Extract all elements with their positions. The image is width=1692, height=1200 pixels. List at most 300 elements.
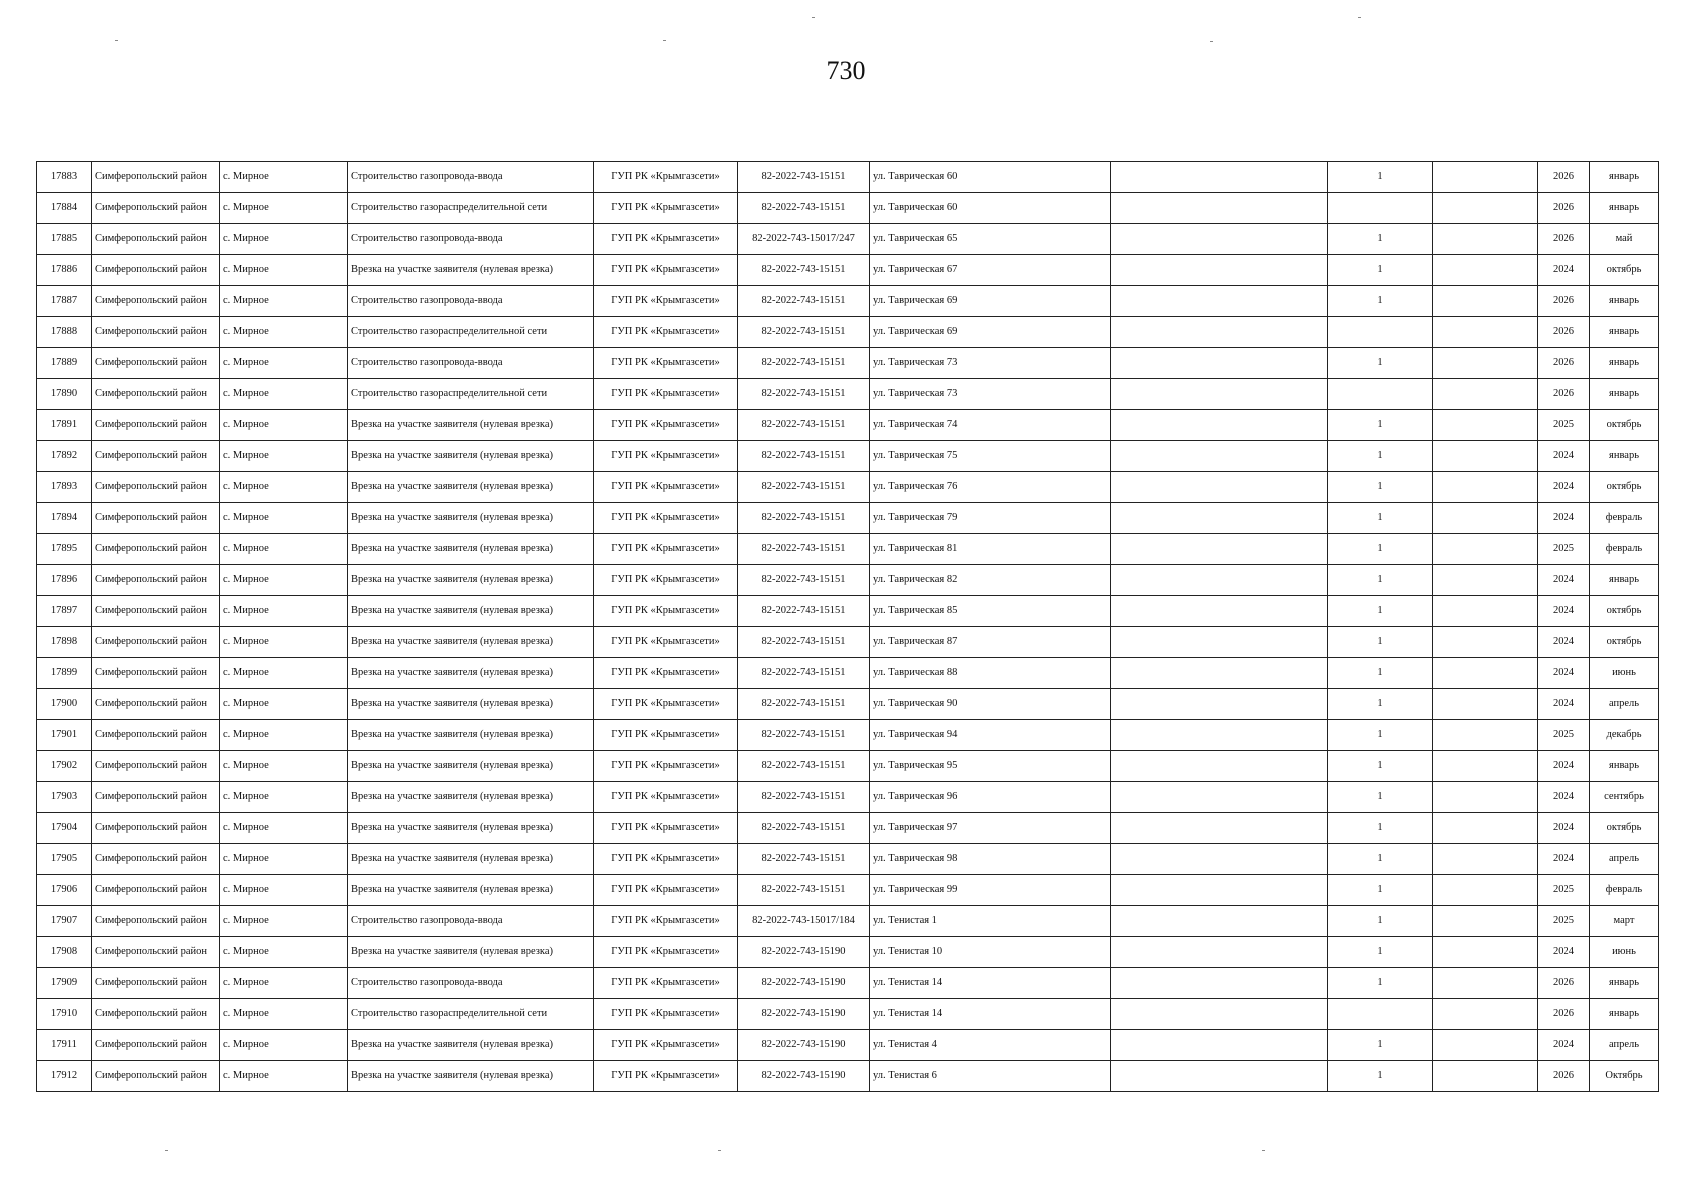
- blank-cell: [1111, 627, 1328, 658]
- blank-cell: [1433, 317, 1538, 348]
- settlement-cell: с. Мирное: [220, 937, 348, 968]
- district-cell: Симферопольский район: [92, 627, 220, 658]
- blank-cell: [1433, 658, 1538, 689]
- settlement-cell: с. Мирное: [220, 193, 348, 224]
- address-cell: ул. Таврическая 82: [870, 565, 1111, 596]
- blank-cell: [1111, 596, 1328, 627]
- contract-number-cell: 82-2022-743-15151: [738, 658, 870, 689]
- blank-cell: [1111, 968, 1328, 999]
- address-cell: ул. Таврическая 90: [870, 689, 1111, 720]
- quantity-cell: 1: [1328, 472, 1433, 503]
- year-cell: 2026: [1538, 162, 1590, 193]
- quantity-cell: 1: [1328, 503, 1433, 534]
- quantity-cell: 1: [1328, 968, 1433, 999]
- quantity-cell: [1328, 193, 1433, 224]
- record-number: 17908: [37, 937, 92, 968]
- settlement-cell: с. Мирное: [220, 906, 348, 937]
- blank-cell: [1433, 1030, 1538, 1061]
- month-cell: март: [1590, 906, 1659, 937]
- address-cell: ул. Таврическая 95: [870, 751, 1111, 782]
- year-cell: 2026: [1538, 999, 1590, 1030]
- month-cell: апрель: [1590, 844, 1659, 875]
- district-cell: Симферопольский район: [92, 720, 220, 751]
- work-type-cell: Строительство газопровода-ввода: [348, 162, 594, 193]
- address-cell: ул. Таврическая 69: [870, 317, 1111, 348]
- settlement-cell: с. Мирное: [220, 441, 348, 472]
- quantity-cell: 1: [1328, 534, 1433, 565]
- blank-cell: [1433, 875, 1538, 906]
- district-cell: Симферопольский район: [92, 534, 220, 565]
- month-cell: февраль: [1590, 534, 1659, 565]
- organization-cell: ГУП РК «Крымгазсети»: [594, 162, 738, 193]
- address-cell: ул. Таврическая 74: [870, 410, 1111, 441]
- settlement-cell: с. Мирное: [220, 348, 348, 379]
- month-cell: январь: [1590, 162, 1659, 193]
- blank-cell: [1111, 410, 1328, 441]
- month-cell: октябрь: [1590, 627, 1659, 658]
- settlement-cell: с. Мирное: [220, 968, 348, 999]
- record-number: 17898: [37, 627, 92, 658]
- month-cell: январь: [1590, 317, 1659, 348]
- settlement-cell: с. Мирное: [220, 534, 348, 565]
- settlement-cell: с. Мирное: [220, 379, 348, 410]
- address-cell: ул. Таврическая 75: [870, 441, 1111, 472]
- settlement-cell: с. Мирное: [220, 503, 348, 534]
- work-type-cell: Врезка на участке заявителя (нулевая врезка): [348, 410, 594, 441]
- address-cell: ул. Тенистая 1: [870, 906, 1111, 937]
- record-number: 17887: [37, 286, 92, 317]
- year-cell: 2026: [1538, 379, 1590, 410]
- settlement-cell: с. Мирное: [220, 317, 348, 348]
- work-type-cell: Врезка на участке заявителя (нулевая врезка): [348, 844, 594, 875]
- year-cell: 2024: [1538, 937, 1590, 968]
- settlement-cell: с. Мирное: [220, 596, 348, 627]
- organization-cell: ГУП РК «Крымгазсети»: [594, 379, 738, 410]
- blank-cell: [1433, 937, 1538, 968]
- contract-number-cell: 82-2022-743-15190: [738, 937, 870, 968]
- year-cell: 2025: [1538, 875, 1590, 906]
- year-cell: 2024: [1538, 751, 1590, 782]
- work-type-cell: Строительство газопровода-ввода: [348, 348, 594, 379]
- month-cell: февраль: [1590, 503, 1659, 534]
- month-cell: январь: [1590, 193, 1659, 224]
- record-number: 17912: [37, 1061, 92, 1092]
- month-cell: январь: [1590, 565, 1659, 596]
- month-cell: октябрь: [1590, 472, 1659, 503]
- record-number: 17890: [37, 379, 92, 410]
- settlement-cell: с. Мирное: [220, 875, 348, 906]
- quantity-cell: 1: [1328, 782, 1433, 813]
- work-type-cell: Строительство газопровода-ввода: [348, 224, 594, 255]
- blank-cell: [1111, 782, 1328, 813]
- contract-number-cell: 82-2022-743-15190: [738, 1030, 870, 1061]
- record-number: 17899: [37, 658, 92, 689]
- address-cell: ул. Таврическая 73: [870, 348, 1111, 379]
- quantity-cell: 1: [1328, 441, 1433, 472]
- year-cell: 2024: [1538, 627, 1590, 658]
- contract-number-cell: 82-2022-743-15151: [738, 193, 870, 224]
- settlement-cell: с. Мирное: [220, 813, 348, 844]
- scan-speck: [165, 1150, 168, 1151]
- blank-cell: [1111, 379, 1328, 410]
- table-row: [37, 596, 1659, 627]
- month-cell: январь: [1590, 286, 1659, 317]
- address-cell: ул. Тенистая 14: [870, 999, 1111, 1030]
- contract-number-cell: 82-2022-743-15151: [738, 782, 870, 813]
- blank-cell: [1433, 162, 1538, 193]
- blank-cell: [1433, 379, 1538, 410]
- district-cell: Симферопольский район: [92, 906, 220, 937]
- record-number: 17885: [37, 224, 92, 255]
- register-body: [37, 162, 1659, 1092]
- blank-cell: [1433, 844, 1538, 875]
- record-number: 17906: [37, 875, 92, 906]
- contract-number-cell: 82-2022-743-15151: [738, 162, 870, 193]
- address-cell: ул. Таврическая 76: [870, 472, 1111, 503]
- record-number: 17893: [37, 472, 92, 503]
- contract-number-cell: 82-2022-743-15151: [738, 472, 870, 503]
- year-cell: 2026: [1538, 1061, 1590, 1092]
- month-cell: декабрь: [1590, 720, 1659, 751]
- work-type-cell: Врезка на участке заявителя (нулевая врезка): [348, 472, 594, 503]
- settlement-cell: с. Мирное: [220, 1030, 348, 1061]
- month-cell: май: [1590, 224, 1659, 255]
- contract-number-cell: 82-2022-743-15151: [738, 348, 870, 379]
- table-row: [37, 999, 1659, 1030]
- quantity-cell: 1: [1328, 410, 1433, 441]
- work-type-cell: Строительство газораспределительной сети: [348, 317, 594, 348]
- record-number: 17891: [37, 410, 92, 441]
- work-type-cell: Строительство газопровода-ввода: [348, 906, 594, 937]
- table-row: [37, 255, 1659, 286]
- blank-cell: [1111, 875, 1328, 906]
- contract-number-cell: 82-2022-743-15151: [738, 379, 870, 410]
- table-row: [37, 658, 1659, 689]
- record-number: 17903: [37, 782, 92, 813]
- page-number: 730: [826, 56, 866, 85]
- contract-number-cell: 82-2022-743-15151: [738, 875, 870, 906]
- quantity-cell: [1328, 317, 1433, 348]
- contract-number-cell: 82-2022-743-15190: [738, 999, 870, 1030]
- record-number: 17905: [37, 844, 92, 875]
- contract-number-cell: 82-2022-743-15151: [738, 534, 870, 565]
- table-row: [37, 1030, 1659, 1061]
- blank-cell: [1111, 751, 1328, 782]
- month-cell: июнь: [1590, 658, 1659, 689]
- year-cell: 2024: [1538, 472, 1590, 503]
- contract-number-cell: 82-2022-743-15151: [738, 503, 870, 534]
- address-cell: ул. Тенистая 6: [870, 1061, 1111, 1092]
- blank-cell: [1433, 1061, 1538, 1092]
- blank-cell: [1111, 224, 1328, 255]
- blank-cell: [1111, 286, 1328, 317]
- organization-cell: ГУП РК «Крымгазсети»: [594, 193, 738, 224]
- table-row: [37, 317, 1659, 348]
- blank-cell: [1433, 286, 1538, 317]
- contract-number-cell: 82-2022-743-15151: [738, 255, 870, 286]
- organization-cell: ГУП РК «Крымгазсети»: [594, 596, 738, 627]
- blank-cell: [1111, 720, 1328, 751]
- contract-number-cell: 82-2022-743-15151: [738, 410, 870, 441]
- table-row: [37, 937, 1659, 968]
- month-cell: январь: [1590, 379, 1659, 410]
- blank-cell: [1433, 441, 1538, 472]
- year-cell: 2026: [1538, 286, 1590, 317]
- address-cell: ул. Таврическая 65: [870, 224, 1111, 255]
- district-cell: Симферопольский район: [92, 162, 220, 193]
- month-cell: январь: [1590, 968, 1659, 999]
- work-type-cell: Строительство газораспределительной сети: [348, 999, 594, 1030]
- scan-speck: [1262, 1150, 1265, 1151]
- month-cell: сентябрь: [1590, 782, 1659, 813]
- record-number: 17884: [37, 193, 92, 224]
- table-row: [37, 379, 1659, 410]
- blank-cell: [1111, 658, 1328, 689]
- blank-cell: [1433, 410, 1538, 441]
- address-cell: ул. Таврическая 67: [870, 255, 1111, 286]
- organization-cell: ГУП РК «Крымгазсети»: [594, 1061, 738, 1092]
- district-cell: Симферопольский район: [92, 193, 220, 224]
- blank-cell: [1433, 999, 1538, 1030]
- year-cell: 2024: [1538, 844, 1590, 875]
- table-row: [37, 968, 1659, 999]
- record-number: 17900: [37, 689, 92, 720]
- district-cell: Симферопольский район: [92, 565, 220, 596]
- register-table: [36, 161, 1659, 1092]
- blank-cell: [1111, 193, 1328, 224]
- quantity-cell: [1328, 999, 1433, 1030]
- table-row: [37, 875, 1659, 906]
- blank-cell: [1433, 472, 1538, 503]
- organization-cell: ГУП РК «Крымгазсети»: [594, 906, 738, 937]
- table-row: [37, 689, 1659, 720]
- district-cell: Симферопольский район: [92, 472, 220, 503]
- settlement-cell: с. Мирное: [220, 472, 348, 503]
- year-cell: 2025: [1538, 534, 1590, 565]
- blank-cell: [1111, 441, 1328, 472]
- quantity-cell: 1: [1328, 937, 1433, 968]
- quantity-cell: 1: [1328, 844, 1433, 875]
- district-cell: Симферопольский район: [92, 875, 220, 906]
- district-cell: Симферопольский район: [92, 689, 220, 720]
- table-row: [37, 162, 1659, 193]
- record-number: 17889: [37, 348, 92, 379]
- address-cell: ул. Таврическая 99: [870, 875, 1111, 906]
- record-number: 17911: [37, 1030, 92, 1061]
- contract-number-cell: 82-2022-743-15017/184: [738, 906, 870, 937]
- district-cell: Симферопольский район: [92, 255, 220, 286]
- organization-cell: ГУП РК «Крымгазсети»: [594, 286, 738, 317]
- settlement-cell: с. Мирное: [220, 999, 348, 1030]
- contract-number-cell: 82-2022-743-15190: [738, 1061, 870, 1092]
- quantity-cell: 1: [1328, 162, 1433, 193]
- contract-number-cell: 82-2022-743-15151: [738, 844, 870, 875]
- table-row: [37, 906, 1659, 937]
- district-cell: Симферопольский район: [92, 410, 220, 441]
- blank-cell: [1111, 937, 1328, 968]
- work-type-cell: Врезка на участке заявителя (нулевая врезка): [348, 255, 594, 286]
- settlement-cell: с. Мирное: [220, 627, 348, 658]
- district-cell: Симферопольский район: [92, 999, 220, 1030]
- table-row: [37, 1061, 1659, 1092]
- table-row: [37, 844, 1659, 875]
- month-cell: Октябрь: [1590, 1061, 1659, 1092]
- record-number: 17902: [37, 751, 92, 782]
- blank-cell: [1111, 255, 1328, 286]
- work-type-cell: Строительство газораспределительной сети: [348, 193, 594, 224]
- blank-cell: [1111, 999, 1328, 1030]
- contract-number-cell: 82-2022-743-15151: [738, 317, 870, 348]
- table-row: [37, 813, 1659, 844]
- district-cell: Симферопольский район: [92, 286, 220, 317]
- record-number: 17883: [37, 162, 92, 193]
- scan-speck: [1358, 17, 1361, 18]
- district-cell: Симферопольский район: [92, 658, 220, 689]
- quantity-cell: 1: [1328, 627, 1433, 658]
- table-row: [37, 751, 1659, 782]
- scan-speck: [663, 40, 666, 41]
- work-type-cell: Строительство газопровода-ввода: [348, 968, 594, 999]
- blank-cell: [1111, 565, 1328, 596]
- year-cell: 2024: [1538, 565, 1590, 596]
- record-number: 17904: [37, 813, 92, 844]
- month-cell: январь: [1590, 751, 1659, 782]
- year-cell: 2024: [1538, 596, 1590, 627]
- quantity-cell: 1: [1328, 255, 1433, 286]
- settlement-cell: с. Мирное: [220, 286, 348, 317]
- address-cell: ул. Таврическая 85: [870, 596, 1111, 627]
- contract-number-cell: 82-2022-743-15151: [738, 286, 870, 317]
- organization-cell: ГУП РК «Крымгазсети»: [594, 317, 738, 348]
- record-number: 17897: [37, 596, 92, 627]
- organization-cell: ГУП РК «Крымгазсети»: [594, 968, 738, 999]
- quantity-cell: [1328, 379, 1433, 410]
- table-row: [37, 224, 1659, 255]
- organization-cell: ГУП РК «Крымгазсети»: [594, 410, 738, 441]
- work-type-cell: Врезка на участке заявителя (нулевая врезка): [348, 503, 594, 534]
- address-cell: ул. Таврическая 60: [870, 193, 1111, 224]
- month-cell: январь: [1590, 999, 1659, 1030]
- address-cell: ул. Тенистая 14: [870, 968, 1111, 999]
- record-number: 17892: [37, 441, 92, 472]
- organization-cell: ГУП РК «Крымгазсети»: [594, 937, 738, 968]
- year-cell: 2026: [1538, 317, 1590, 348]
- quantity-cell: 1: [1328, 689, 1433, 720]
- month-cell: октябрь: [1590, 596, 1659, 627]
- work-type-cell: Врезка на участке заявителя (нулевая врезка): [348, 937, 594, 968]
- month-cell: апрель: [1590, 1030, 1659, 1061]
- settlement-cell: с. Мирное: [220, 751, 348, 782]
- blank-cell: [1111, 813, 1328, 844]
- table-row: [37, 348, 1659, 379]
- table-row: [37, 565, 1659, 596]
- quantity-cell: 1: [1328, 906, 1433, 937]
- contract-number-cell: 82-2022-743-15190: [738, 968, 870, 999]
- blank-cell: [1433, 565, 1538, 596]
- district-cell: Симферопольский район: [92, 317, 220, 348]
- settlement-cell: с. Мирное: [220, 565, 348, 596]
- settlement-cell: с. Мирное: [220, 658, 348, 689]
- blank-cell: [1433, 751, 1538, 782]
- record-number: 17896: [37, 565, 92, 596]
- work-type-cell: Врезка на участке заявителя (нулевая врезка): [348, 1061, 594, 1092]
- table-row: [37, 441, 1659, 472]
- table-row: [37, 627, 1659, 658]
- blank-cell: [1111, 503, 1328, 534]
- contract-number-cell: 82-2022-743-15151: [738, 720, 870, 751]
- address-cell: ул. Таврическая 60: [870, 162, 1111, 193]
- contract-number-cell: 82-2022-743-15151: [738, 596, 870, 627]
- year-cell: 2026: [1538, 968, 1590, 999]
- organization-cell: ГУП РК «Крымгазсети»: [594, 751, 738, 782]
- month-cell: октябрь: [1590, 813, 1659, 844]
- address-cell: ул. Таврическая 87: [870, 627, 1111, 658]
- record-number: 17910: [37, 999, 92, 1030]
- blank-cell: [1433, 782, 1538, 813]
- work-type-cell: Врезка на участке заявителя (нулевая врезка): [348, 596, 594, 627]
- organization-cell: ГУП РК «Крымгазсети»: [594, 720, 738, 751]
- blank-cell: [1111, 906, 1328, 937]
- year-cell: 2024: [1538, 441, 1590, 472]
- month-cell: январь: [1590, 348, 1659, 379]
- work-type-cell: Врезка на участке заявителя (нулевая врезка): [348, 658, 594, 689]
- quantity-cell: 1: [1328, 720, 1433, 751]
- work-type-cell: Врезка на участке заявителя (нулевая врезка): [348, 441, 594, 472]
- work-type-cell: Врезка на участке заявителя (нулевая врезка): [348, 782, 594, 813]
- blank-cell: [1433, 813, 1538, 844]
- blank-cell: [1433, 906, 1538, 937]
- year-cell: 2024: [1538, 689, 1590, 720]
- organization-cell: ГУП РК «Крымгазсети»: [594, 844, 738, 875]
- blank-cell: [1111, 317, 1328, 348]
- table-row: [37, 410, 1659, 441]
- blank-cell: [1433, 596, 1538, 627]
- quantity-cell: 1: [1328, 1030, 1433, 1061]
- record-number: 17907: [37, 906, 92, 937]
- blank-cell: [1433, 627, 1538, 658]
- district-cell: Симферопольский район: [92, 968, 220, 999]
- table-row: [37, 720, 1659, 751]
- table-row: [37, 193, 1659, 224]
- settlement-cell: с. Мирное: [220, 689, 348, 720]
- record-number: 17895: [37, 534, 92, 565]
- address-cell: ул. Таврическая 79: [870, 503, 1111, 534]
- quantity-cell: 1: [1328, 596, 1433, 627]
- scan-speck: [1210, 41, 1213, 42]
- organization-cell: ГУП РК «Крымгазсети»: [594, 627, 738, 658]
- address-cell: ул. Таврическая 73: [870, 379, 1111, 410]
- year-cell: 2026: [1538, 348, 1590, 379]
- work-type-cell: Строительство газопровода-ввода: [348, 286, 594, 317]
- address-cell: ул. Таврическая 97: [870, 813, 1111, 844]
- year-cell: 2024: [1538, 813, 1590, 844]
- contract-number-cell: 82-2022-743-15151: [738, 813, 870, 844]
- blank-cell: [1111, 1030, 1328, 1061]
- year-cell: 2024: [1538, 782, 1590, 813]
- table-row: [37, 782, 1659, 813]
- district-cell: Симферопольский район: [92, 596, 220, 627]
- settlement-cell: с. Мирное: [220, 782, 348, 813]
- address-cell: ул. Таврическая 94: [870, 720, 1111, 751]
- blank-cell: [1433, 720, 1538, 751]
- month-cell: октябрь: [1590, 255, 1659, 286]
- organization-cell: ГУП РК «Крымгазсети»: [594, 999, 738, 1030]
- work-type-cell: Врезка на участке заявителя (нулевая врезка): [348, 627, 594, 658]
- table-row: [37, 503, 1659, 534]
- organization-cell: ГУП РК «Крымгазсети»: [594, 255, 738, 286]
- year-cell: 2025: [1538, 410, 1590, 441]
- work-type-cell: Врезка на участке заявителя (нулевая врезка): [348, 875, 594, 906]
